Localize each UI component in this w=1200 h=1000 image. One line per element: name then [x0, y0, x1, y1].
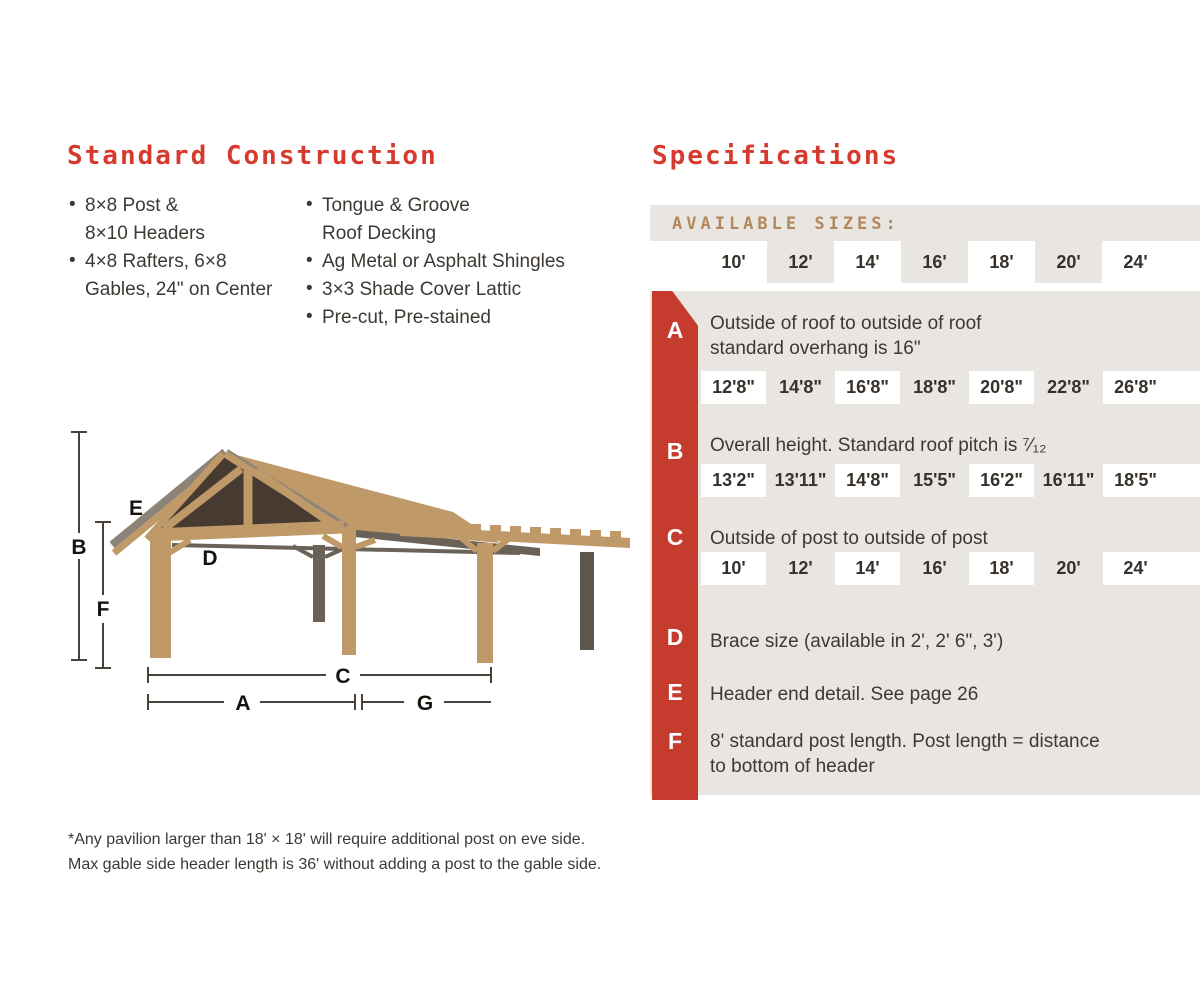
desc-line: 8' standard post length. Post length = distance: [710, 731, 1100, 752]
value-cell: 16': [922, 558, 947, 578]
dim-label-a: A: [235, 692, 251, 715]
value-cell: 14'8": [779, 377, 822, 397]
value-cell: 18'8": [913, 377, 956, 397]
size-column: 16': [922, 252, 947, 272]
row-b-description: [710, 433, 1046, 458]
desc-line: Header end detail. See page 26: [710, 684, 979, 705]
row-b-values: [700, 464, 1200, 497]
value-cell: 24': [1103, 552, 1168, 585]
row-letter-b: B: [666, 438, 684, 464]
value-cell: 18': [969, 552, 1034, 585]
row-a-values: [700, 371, 1200, 404]
bullet-item-continuation: Gables, 24" on Center: [85, 279, 273, 300]
footnote-line: Max gable side header length is 36' without adding a post to the gable side.: [68, 856, 602, 873]
pergola-post: [477, 543, 493, 663]
value-cell: 13'2": [701, 464, 766, 497]
value-cell: 12'8": [701, 371, 766, 404]
value-cell: 22'8": [1047, 377, 1090, 397]
size-column: 12': [788, 252, 813, 272]
row-f-description: [710, 729, 1100, 779]
row-letter-f: F: [667, 728, 683, 754]
desc-line: standard overhang is 16": [710, 338, 921, 359]
pavilion-diagram: [60, 395, 640, 725]
row-e-description: [710, 682, 978, 707]
available-sizes-row: [650, 241, 1200, 283]
bullet-item: • 8×8 Post &: [85, 192, 320, 220]
size-column: 14': [855, 252, 880, 272]
desc-line: Brace size (available in 2', 2' 6", 3'): [710, 631, 1004, 652]
bullet-list-left: [85, 192, 320, 304]
row-letter-c: C: [666, 524, 684, 550]
dim-label-b: B: [71, 536, 87, 559]
value-cell: 15'5": [913, 470, 956, 490]
dim-label-g: G: [416, 692, 434, 715]
dim-label-d: D: [202, 547, 218, 570]
desc-line: Overall height. Standard roof pitch is ⁷⁄₁₂: [710, 435, 1047, 456]
standard-construction-heading: Standard Construction: [67, 141, 438, 171]
available-sizes-label: AVAILABLE SIZES:: [672, 214, 900, 234]
desc-line: Outside of post to outside of post: [710, 528, 988, 549]
value-cell: 16'8": [835, 371, 900, 404]
dim-label-e: E: [128, 497, 144, 520]
value-cell: 14': [835, 552, 900, 585]
row-letter-d: D: [666, 624, 684, 650]
specifications-heading: Specifications: [652, 141, 900, 171]
bullet-item-continuation: Roof Decking: [322, 223, 437, 244]
size-column: 20': [1056, 252, 1081, 272]
value-cell: 16'11": [1042, 470, 1095, 490]
value-cell: 20'8": [969, 371, 1034, 404]
row-a-description: [710, 311, 981, 361]
bullet-item: • Pre-cut, Pre-stained: [322, 304, 622, 332]
value-cell-filler: [1168, 552, 1200, 585]
dim-label-f: F: [96, 598, 110, 621]
front-post-middle: [342, 528, 356, 655]
front-post-left: [150, 538, 171, 658]
dim-label-c: C: [335, 665, 351, 688]
value-cell: 16'2": [969, 464, 1034, 497]
size-column: 24': [1123, 252, 1148, 272]
size-column: 18': [989, 252, 1014, 272]
footnote: [68, 827, 601, 877]
row-letter-e: E: [667, 679, 683, 705]
row-c-values: [700, 552, 1200, 585]
value-cell: 12': [788, 558, 813, 578]
rear-post: [313, 545, 325, 622]
bullet-item: • Ag Metal or Asphalt Shingles: [322, 248, 622, 276]
value-cell: 20': [1056, 558, 1081, 578]
value-cell-filler: [1168, 371, 1200, 404]
value-cell: 10': [701, 552, 766, 585]
specifications-table: [650, 205, 1200, 815]
value-cell: 14'8": [835, 464, 900, 497]
bullet-item: • 3×3 Shade Cover Lattic: [322, 276, 622, 304]
bullet-item-continuation: 8×10 Headers: [85, 223, 205, 244]
value-cell-filler: [1168, 464, 1200, 497]
available-sizes-bar: [650, 205, 1200, 241]
value-cell: 18'5": [1103, 464, 1168, 497]
bullet-item: • Tongue & Groove: [322, 192, 622, 220]
rear-post-far: [580, 552, 594, 650]
desc-line: to bottom of header: [710, 756, 875, 777]
value-cell: 26'8": [1103, 371, 1168, 404]
size-column: 10': [721, 252, 746, 272]
desc-line: Outside of roof to outside of roof: [710, 313, 982, 334]
footnote-line: *Any pavilion larger than 18' × 18' will require additional post on eve side.: [68, 831, 586, 848]
row-d-description: [710, 629, 1003, 654]
bullet-item: • 4×8 Rafters, 6×8: [85, 248, 320, 276]
row-c-description: [710, 526, 988, 551]
bullet-list-right: [322, 192, 622, 332]
row-letter-a: A: [666, 317, 684, 343]
value-cell: 13'11": [774, 470, 827, 490]
